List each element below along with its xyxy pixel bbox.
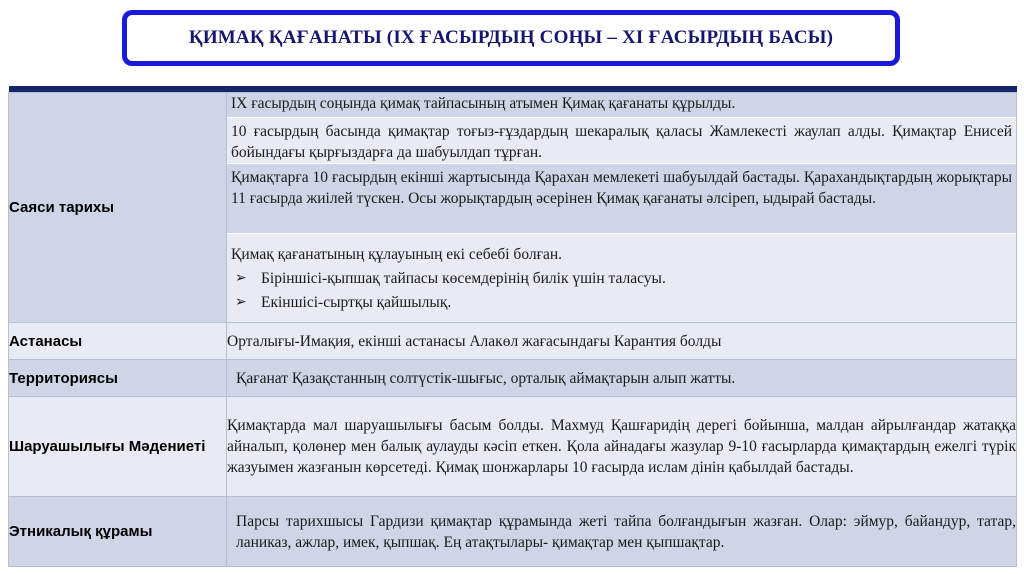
row-label-economy: Шаруашылығы Мәдениеті [9,397,227,497]
arrow-bullet-icon: ➢ [235,270,247,286]
list-item [233,268,1012,289]
politics-reasons-intro: Қимақ қағанатының құлауының екі себебі болған. [231,246,563,263]
politics-paragraph-2 [227,118,1016,164]
table-row-territory [9,360,1017,397]
title-box [122,10,900,66]
politics-text-3: Қимақтарға 10 ғасырдың екінші жартысында Қарахан мемлекеті шабуылдай бастады. Қарахандықтардың жорықтары 11 ғасырда жиілей түскен. Осы жорықтардың әсерінен Қимақ қағанаты әлсіреп, ыдырай бастады. [231,169,1012,207]
history-table [8,86,1017,567]
row-content-ethnic: Парсы тарихшысы Гардизи қимақтар құрамында жеті тайпа болғандығын жазған. Олар: эймур, байандур, татар, ланиказ, ажлар, имек, қыпшақ. Ең атақтылары- қимақтар мен қыпшақтар. [227,497,1017,567]
row-content-territory: Қағанат Қазақстанның солтүстік-шығыс, орталық аймақтарын алып жатты. [227,360,1017,397]
list-item [233,292,1012,313]
politics-text-2: 10 ғасырдың басында қимақтар тоғыз-ғұздардың шекаралық қаласы Жамлекесті жаулап алды. Қимақтар Енисей бойындағы қырғыздарға да шабуылдап тұрған. [231,123,1012,161]
politics-paragraph-1 [227,93,1016,118]
reason-text: Екіншісі-сыртқы қайшылық. [261,294,452,311]
table-row-capital [9,323,1017,360]
row-label-capital: Астанасы [9,323,227,360]
table-row-politics [9,93,1017,323]
politics-text-1: IX ғасырдың соңында қимақ тайпасының атымен Қимақ қағанаты құрылды. [231,95,736,112]
row-content-capital: Орталығы-Имақия, екінші астанасы Алакөл жағасындағы Карантия болды [227,323,1017,360]
politics-paragraph-4 [227,234,1016,322]
politics-paragraph-3 [227,164,1016,234]
row-label-politics: Саяси тарихы [9,93,227,323]
table-row-economy [9,397,1017,497]
table-row-ethnic [9,497,1017,567]
row-content-politics [227,93,1017,323]
row-label-territory: Территориясы [9,360,227,397]
reasons-list [231,268,1012,313]
arrow-bullet-icon: ➢ [235,294,247,310]
row-content-economy: Қимақтарда мал шаруашылығы басым болды. Махмуд Қашғаридің дерегі бойынша, малдан айрылғандар жатаққа айналып, қолөнер мен балық аулауды кәсіп еткен. Қола айнадағы жазулар 9-10 ғасырларда қимақтардың ежелгі түрік жазуымен жазғанын көрсетеді. Қимақ шонжарлары 10 ғасырда ислам дінін қабылдай бастады. [227,397,1017,497]
reason-text: Біріншісі-қыпшақ тайпасы көсемдерінің билік үшін таласуы. [261,270,666,287]
top-frame-bar [9,86,1017,92]
page-title: ҚИМАҚ ҚАҒАНАТЫ (IX ҒАСЫРДЫҢ СОҢЫ – XI ҒАСЫРДЫҢ БАСЫ) [188,27,834,48]
row-label-ethnic: Этникалық құрамы [9,497,227,567]
